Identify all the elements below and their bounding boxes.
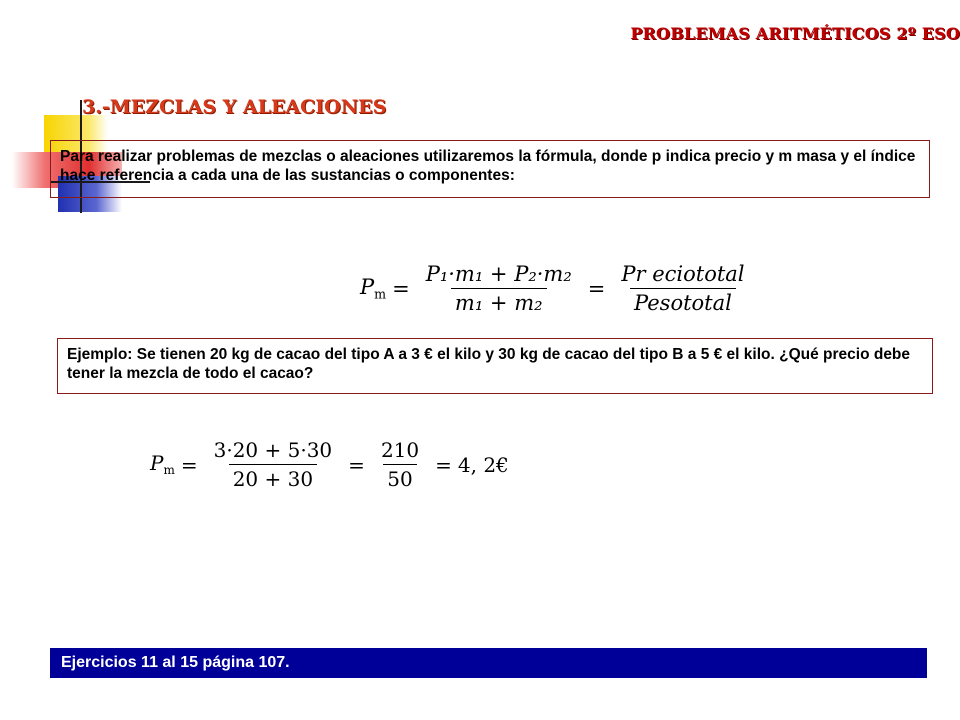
footer-text: Ejercicios 11 al 15 página 107. bbox=[61, 654, 290, 671]
formula1-lhs: $P_m$ bbox=[360, 275, 387, 302]
intro-text: Para realizar problemas de mezclas o aleaciones utilizaremos la fórmula, donde p indica precio y m masa y el índice hace referencia a cada una de las sustancias o componentes: bbox=[60, 148, 916, 184]
example-box bbox=[57, 338, 933, 394]
equals-sign: = bbox=[587, 276, 606, 301]
equals-sign: = bbox=[392, 276, 410, 301]
formula1-numerator: P₁·m₁ + P₂·m₂ bbox=[425, 262, 572, 286]
example-text: Ejemplo: Se tienen 20 kg de cacao del tipo A a 3 € el kilo y 30 kg de cacao del tipo B a 5 € el kilo. ¿Qué precio debe tener la mezcla de todo el cacao? bbox=[67, 346, 911, 382]
example-calculation bbox=[150, 438, 509, 491]
equals-sign: = bbox=[435, 452, 452, 477]
formula2-denominator: 20 + 30 bbox=[229, 464, 317, 491]
formula2-result: 4, 2€ bbox=[457, 452, 509, 477]
exercises-footer-bar bbox=[50, 648, 927, 678]
equals-sign: = bbox=[180, 452, 198, 477]
formula2-numerator-simplified: 210 bbox=[380, 438, 420, 462]
mixture-formula bbox=[360, 262, 755, 315]
equals-sign: = bbox=[348, 452, 365, 477]
formula2-lhs: $P_m$ bbox=[150, 451, 175, 478]
formula2-numerator: 3·20 + 5·30 bbox=[213, 438, 333, 462]
formula1-fraction-total bbox=[617, 262, 748, 315]
formula2-fraction-simplified bbox=[377, 438, 423, 491]
intro-box bbox=[50, 140, 930, 198]
formula2-denominator-simplified: 50 bbox=[383, 464, 416, 491]
section-title: 3.-MEZCLAS Y ALEACIONES bbox=[82, 96, 387, 118]
formula1-denominator: m₁ + m₂ bbox=[451, 288, 547, 315]
formula1-fraction bbox=[422, 262, 576, 315]
formula1-numerator-total: Pr eciototal bbox=[621, 262, 745, 286]
formula2-fraction bbox=[210, 438, 337, 491]
header-title: PROBLEMAS ARITMÉTICOS 2º ESO bbox=[630, 24, 960, 43]
formula1-denominator-total: Pesototal bbox=[630, 288, 736, 315]
